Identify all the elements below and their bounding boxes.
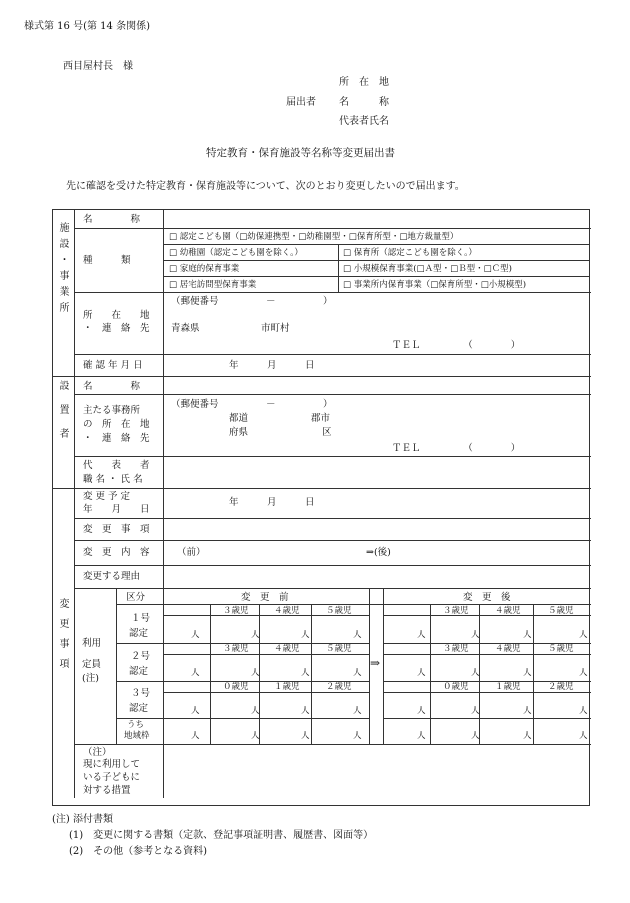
measure-label-2: 現に利用して [83,759,141,770]
row2-label-1: ２号 [131,651,151,662]
establisher-postal[interactable]: （郵便番号 － ） [171,399,333,410]
person-unit: 人 [523,668,532,678]
rep-label-2: 職 名 ・ 氏 名 [83,474,143,485]
change-content-before[interactable]: （前） [177,547,206,558]
attachment-item-2: (2) その他（参考となる資料) [69,846,208,857]
person-unit: 人 [417,706,426,716]
before-label: 変 更 前 [241,592,289,603]
facility-type-label: 種 類 [83,255,131,266]
measure-label-1: （注） [83,747,112,758]
change-reason-label: 変更する理由 [83,571,141,582]
facility-section-label: 施設・事業所 [57,222,68,318]
age-before-r1-c2: ４歳児 [274,606,300,616]
arrow-icon: ⇒ [370,656,381,670]
person-unit: 人 [353,706,362,716]
age-before-r3-c3: ２歳児 [326,682,352,692]
confirm-date-value[interactable]: 年 月 日 [229,360,315,371]
age-before-r3-c1: ０歳児 [223,682,249,692]
row2-label-2: 認定 [129,666,149,677]
age-after-r3-c1: ０歳児 [443,682,469,692]
facility-city: 市町村 [261,323,290,334]
age-before-r1-c3: ５歳児 [326,606,352,616]
document-title: 特定教育・保育施設等名称等変更届出書 [206,147,395,159]
representative-label: 代表者氏名 [339,116,389,127]
person-unit: 人 [301,731,310,741]
person-unit: 人 [301,630,310,640]
rep-label-1: 代 表 者 [83,460,150,471]
person-unit: 人 [191,630,200,640]
person-unit: 人 [301,706,310,716]
person-unit: 人 [523,706,532,716]
change-item-label: 変 更 事 項 [83,524,150,535]
facility-tel[interactable]: ＴＥＬ （ ） [392,340,521,351]
age-before-r2-c3: ５歳児 [326,644,352,654]
office-label-1: 主たる事務所 [83,405,141,416]
person-unit: 人 [579,706,588,716]
age-before-r2-c1: ３歳児 [223,644,249,654]
person-unit: 人 [471,630,480,640]
confirm-date-label: 確 認 年 月 日 [83,360,143,371]
establisher-fu-ken: 府県 [229,427,249,438]
person-unit: 人 [251,668,260,678]
type-option-home[interactable]: □ 家庭的保育事業 [169,264,240,274]
person-unit: 人 [417,630,426,640]
facility-postal[interactable]: （郵便番号 － ） [171,296,333,307]
type-option-nursery[interactable]: □ 保育所（認定こども園を除く。） [343,248,477,258]
person-unit: 人 [523,731,532,741]
row3-label-1: ３号 [131,688,151,699]
location-label: 所 在 地 [339,77,389,88]
type-option-small[interactable]: □ 小規模保育事業(□Ａ型・□Ｂ型・□Ｃ型) [343,264,512,274]
person-unit: 人 [251,731,260,741]
addressee: 西目屋村長 様 [63,61,133,72]
age-before-r1-c1: ３歳児 [223,606,249,616]
age-after-r2-c1: ３歳児 [443,644,469,654]
age-after-r1-c2: ４歳児 [495,606,521,616]
person-unit: 人 [301,668,310,678]
facility-name-label: 名 称 [83,214,141,225]
person-unit: 人 [191,706,200,716]
person-unit: 人 [471,668,480,678]
age-before-r3-c2: １歳児 [274,682,300,692]
change-date-value[interactable]: 年 月 日 [229,497,315,508]
after-label: 変 更 後 [463,592,511,603]
measure-label-4: 対する措置 [83,785,131,796]
age-after-r1-c1: ３歳児 [443,606,469,616]
person-unit: 人 [353,731,362,741]
establisher-to-do: 都道 [229,413,249,424]
person-unit: 人 [579,630,588,640]
office-label-3: ・ 連 絡 先 [83,433,150,444]
age-after-r3-c3: ２歳児 [548,682,574,692]
person-unit: 人 [353,668,362,678]
change-date-label-2: 年 月 日 [83,504,150,515]
person-unit: 人 [417,668,426,678]
age-after-r2-c2: ４歳児 [495,644,521,654]
facility-address-label-2: ・ 連 絡 先 [83,323,150,334]
establisher-ku: 区 [322,427,332,438]
capacity-label-2: 定員 [82,659,102,670]
attachment-item-1: (1) 変更に関する書類（定款、登記事項証明書、履歴書、図面等） [69,830,374,841]
person-unit: 人 [251,706,260,716]
person-unit: 人 [251,630,260,640]
type-option-kindergarten[interactable]: □ 幼稚園（認定こども園を除く。） [169,248,303,258]
age-after-r2-c3: ５歳児 [548,644,574,654]
person-unit: 人 [579,668,588,678]
establisher-tel[interactable]: ＴＥＬ （ ） [392,443,521,454]
row1-label-1: １号 [131,613,151,624]
establisher-section-label: 設置者 [57,380,68,452]
age-before-r2-c2: ４歳児 [274,644,300,654]
type-option-workplace[interactable]: □ 事業所内保育事業（□保育所型・□小規模型) [343,280,527,290]
facility-address-label-1: 所 在 地 [83,310,150,321]
person-unit: 人 [191,731,200,741]
row1-label-2: 認定 [129,628,149,639]
person-unit: 人 [471,706,480,716]
age-after-r1-c3: ５歳児 [548,606,574,616]
form-number: 様式第 16 号(第 14 条関係) [24,21,150,32]
change-content-label: 変 更 内 容 [83,547,150,558]
type-option-home-visit[interactable]: □ 居宅訪問型保育事業 [169,280,257,290]
capacity-label-3: (注) [82,673,99,684]
person-unit: 人 [191,668,200,678]
regional-label-2: 地域枠 [124,731,150,741]
category-label: 区分 [126,592,146,603]
type-option-nintei[interactable]: □ 認定こども園（□幼保連携型・□幼稚園型・□保育所型・□地方裁量型） [169,232,459,242]
notification-form-table [52,209,590,806]
measure-label-3: いる子どもに [83,772,141,783]
attachment-note: (注) 添付書類 [52,814,113,825]
change-date-label-1: 変 更 予 定 [83,491,131,502]
office-label-2: の 所 在 地 [83,419,150,430]
row3-label-2: 認定 [129,703,149,714]
change-section-label: 変更事項 [57,598,68,678]
intro-text: 先に確認を受けた特定教育・保育施設等について、次のとおり変更したいので届出ます。 [66,181,465,192]
person-unit: 人 [353,630,362,640]
age-after-r3-c2: １歳児 [495,682,521,692]
facility-prefecture: 青森県 [171,323,200,334]
person-unit: 人 [579,731,588,741]
capacity-label-1: 利用 [82,638,102,649]
notifier-label: 届出者 [286,97,316,108]
person-unit: 人 [417,731,426,741]
regional-label-1: うち [127,720,145,730]
person-unit: 人 [471,731,480,741]
change-content-after[interactable]: ⇒(後) [366,547,391,558]
establisher-gun-shi: 郡市 [311,413,331,424]
establisher-name-label: 名 称 [83,381,141,392]
person-unit: 人 [523,630,532,640]
name-label: 名 称 [339,97,389,108]
